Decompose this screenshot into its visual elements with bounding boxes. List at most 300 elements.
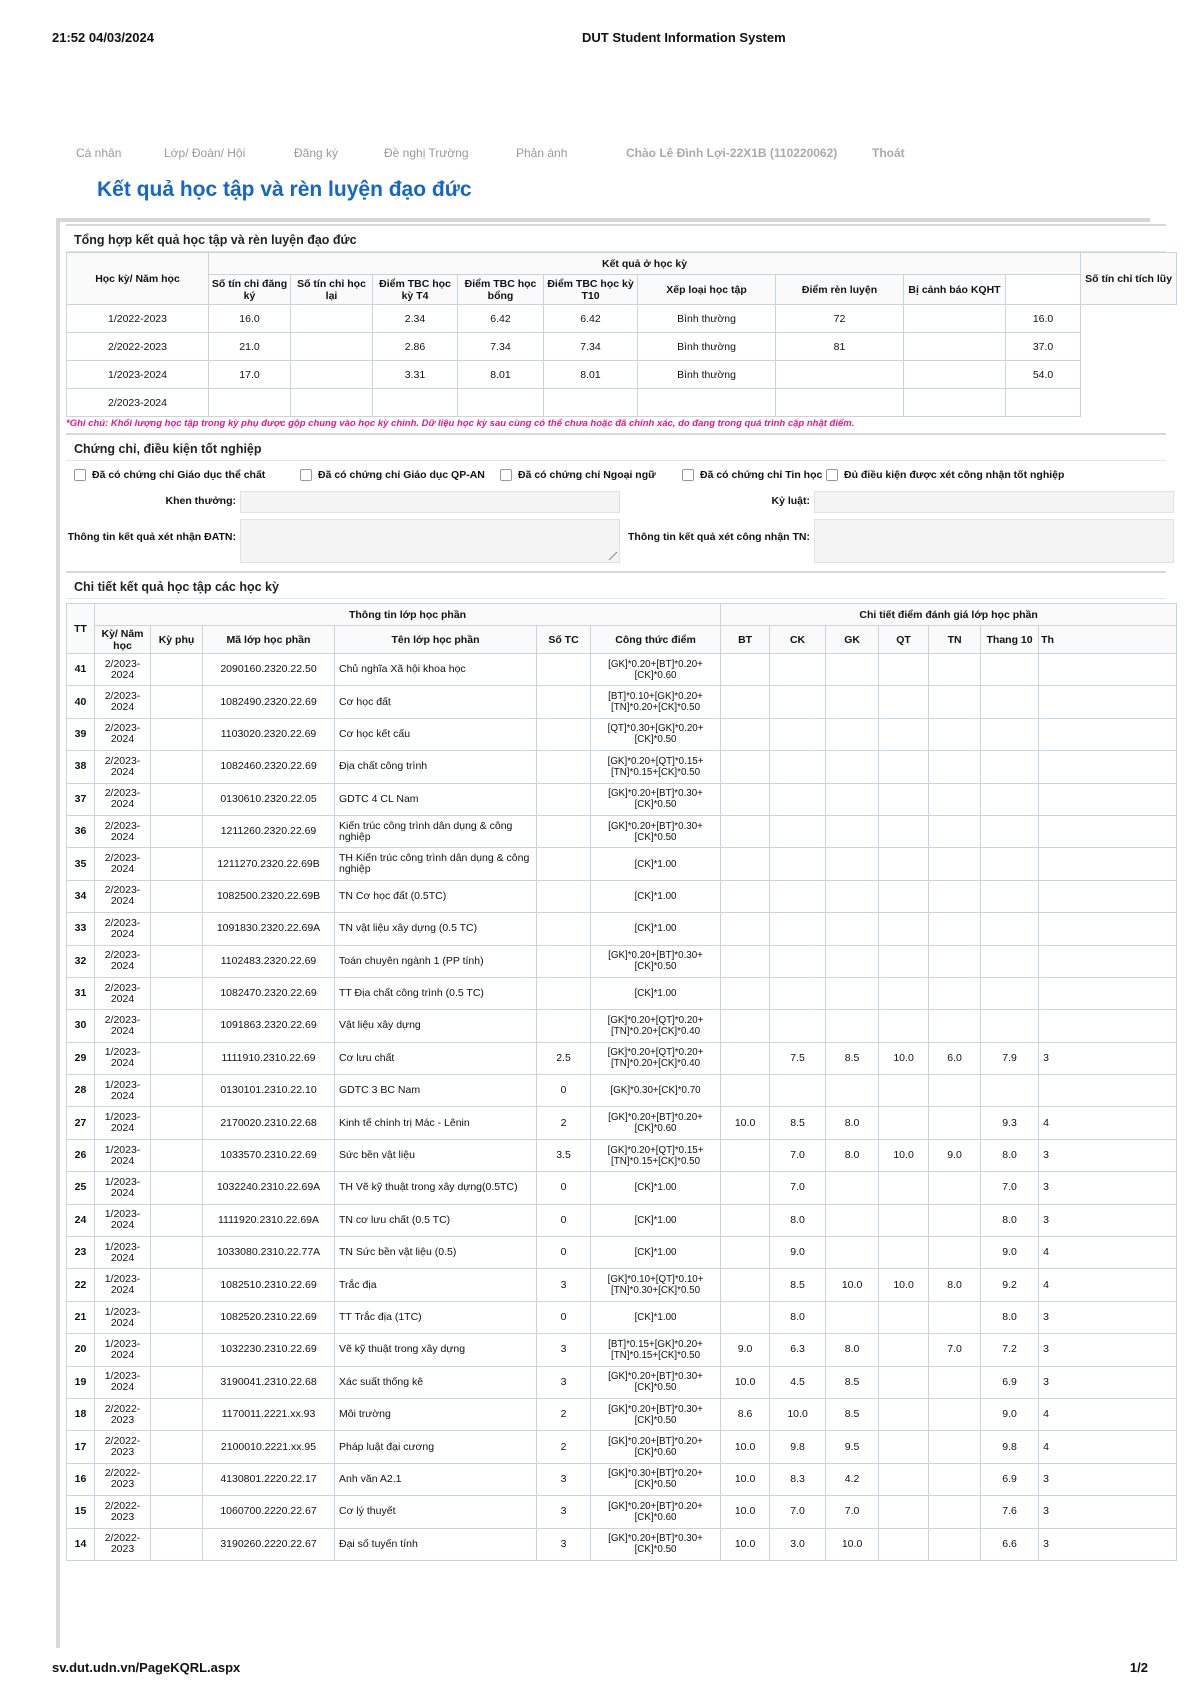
cell-formula: [GK]*0.20+[QT]*0.20+[TN]*0.20+[CK]*0.40 [591,1042,721,1074]
summary-cell-semester: 1/2022-2023 [67,305,209,333]
cell-tc: 3 [537,1463,591,1495]
summary-cell-gpa4: 2.86 [373,333,458,361]
cell-name: GDTC 3 BC Nam [335,1075,537,1107]
cell-formula: [GK]*0.20+[BT]*0.30+[CK]*0.50 [591,1528,721,1560]
cell-gk [826,848,879,880]
cell-t10 [981,686,1039,718]
cell-bt: 10.0 [721,1431,770,1463]
cell-tn [929,1107,981,1139]
cell-bt [721,1010,770,1042]
cell-name: TH Vẽ kỹ thuật trong xây dựng(0.5TC) [335,1172,537,1204]
cert-language[interactable]: Đã có chứng chỉ Ngoại ngữ [500,469,656,481]
summary-cell-conduct: 81 [776,333,904,361]
cell-ck [770,654,826,686]
cell-tc: 3 [537,1334,591,1366]
cell-tt: 34 [67,880,95,912]
cell-code: 3190260.2220.22.67 [203,1528,335,1560]
cell-gk [826,751,879,783]
cell-bt [721,1301,770,1333]
cell-tt: 22 [67,1269,95,1301]
cell-code: 1060700.2220.22.67 [203,1496,335,1528]
checkbox-icon[interactable] [74,469,86,481]
cell-formula: [GK]*0.20+[BT]*0.30+[CK]*0.50 [591,815,721,847]
col-conduct: Điểm rèn luyện [776,275,904,305]
cell-ck: 7.0 [770,1496,826,1528]
cell-formula: [CK]*1.00 [591,1301,721,1333]
cell-ck: 8.3 [770,1463,826,1495]
cert-graduation-eligible[interactable]: Đủ điều kiện được xét công nhận tốt nghiệp [826,469,1064,481]
cell-bt [721,783,770,815]
cell-th [1039,1075,1177,1107]
cell-tt: 20 [67,1334,95,1366]
cell-formula: [GK]*0.20+[QT]*0.15+[TN]*0.15+[CK]*0.50 [591,751,721,783]
cell-name: Cơ học đất [335,686,537,718]
cell-tn: 9.0 [929,1139,981,1171]
cell-tt: 41 [67,654,95,686]
nav-item-feedback[interactable]: Phản ánh [516,146,568,160]
cell-sub [151,848,203,880]
table-row [67,1107,1177,1139]
cell-tt: 28 [67,1075,95,1107]
cell-code: 0130101.2310.22.10 [203,1075,335,1107]
print-header [52,30,1148,50]
cell-tt: 31 [67,977,95,1009]
summary-cell-accum: 37.0 [1006,333,1081,361]
summary-cell-semester: 1/2023-2024 [67,361,209,389]
col-credits-accumulated: Số tín chỉ tích lũy [1081,253,1177,305]
col-ck: CK [770,626,826,654]
cell-bt: 8.6 [721,1398,770,1430]
cell-name: GDTC 4 CL Nam [335,783,537,815]
cell-t10: 9.2 [981,1269,1039,1301]
col-group-semester-result: Kết quả ở học kỳ [209,253,1081,275]
cell-sub [151,815,203,847]
summary-cell-sch: 7.34 [458,333,544,361]
checkbox-icon[interactable] [300,469,312,481]
cell-th: 4 [1039,1107,1177,1139]
summary-cell-rank: Bình thường [638,361,776,389]
cell-tc [537,815,591,847]
summary-cell-rank: Bình thường [638,333,776,361]
cell-t10: 9.3 [981,1107,1039,1139]
cell-tn [929,718,981,750]
cell-qt [879,815,929,847]
cell-sem: 2/2023-2024 [95,880,151,912]
thesis-label: Thông tin kết quả xét nhận ĐATN: [67,531,236,543]
cell-sem: 1/2023-2024 [95,1334,151,1366]
cell-bt: 9.0 [721,1334,770,1366]
table-row [67,1042,1177,1074]
summary-row [67,389,1177,417]
cell-sem: 2/2023-2024 [95,1010,151,1042]
cell-bt [721,1172,770,1204]
table-row [67,945,1177,977]
cell-t10 [981,977,1039,1009]
summary-cell-rank [638,389,776,417]
top-nav [76,146,1146,164]
cell-th: 3 [1039,1496,1177,1528]
cell-th: 4 [1039,1237,1177,1269]
cell-formula: [CK]*1.00 [591,977,721,1009]
cell-code: 1091830.2320.22.69A [203,913,335,945]
cell-gk: 7.0 [826,1496,879,1528]
col-formula: Công thức điểm [591,626,721,654]
cell-tt: 37 [67,783,95,815]
cell-ck [770,815,826,847]
cell-sub [151,1334,203,1366]
cell-name: Đại số tuyến tính [335,1528,537,1560]
cell-code: 4130801.2220.22.17 [203,1463,335,1495]
cell-tc [537,783,591,815]
cell-tc: 0 [537,1237,591,1269]
cell-sub [151,880,203,912]
nav-item-register[interactable]: Đăng ký [294,146,339,160]
cell-ck: 3.0 [770,1528,826,1560]
cell-code: 2100010.2221.xx.95 [203,1431,335,1463]
cell-tn [929,1431,981,1463]
cell-qt [879,880,929,912]
cell-sem: 2/2023-2024 [95,654,151,686]
cell-tn [929,1496,981,1528]
cell-gk [826,913,879,945]
cell-formula: [CK]*1.00 [591,880,721,912]
cell-bt: 10.0 [721,1528,770,1560]
cell-tt: 27 [67,1107,95,1139]
cell-formula: [GK]*0.30+[CK]*0.70 [591,1075,721,1107]
cell-gk: 8.0 [826,1107,879,1139]
cell-formula: [GK]*0.20+[QT]*0.15+[TN]*0.15+[CK]*0.50 [591,1139,721,1171]
col-sub-semester: Kỳ phụ [151,626,203,654]
cell-formula: [GK]*0.20+[BT]*0.30+[CK]*0.50 [591,783,721,815]
cell-tn [929,1237,981,1269]
cell-t10 [981,751,1039,783]
cell-tt: 14 [67,1528,95,1560]
cell-sem: 2/2023-2024 [95,751,151,783]
cell-name: Cơ lý thuyết [335,1496,537,1528]
cell-tc: 2.5 [537,1042,591,1074]
cell-qt [879,1496,929,1528]
cell-ck: 7.5 [770,1042,826,1074]
reward-discipline-row [66,489,1166,515]
cell-qt [879,1463,929,1495]
cell-t10 [981,1010,1039,1042]
discipline-label: Kỷ luật: [771,495,810,507]
cell-t10: 9.8 [981,1431,1039,1463]
resize-handle-icon[interactable] [609,552,617,560]
cell-gk: 8.0 [826,1334,879,1366]
checkbox-icon[interactable] [826,469,838,481]
cell-sem: 2/2022-2023 [95,1398,151,1430]
cell-sem: 2/2022-2023 [95,1528,151,1560]
cell-t10: 8.0 [981,1204,1039,1236]
cell-gk [826,1301,879,1333]
discipline-field[interactable] [814,491,1174,513]
table-row [67,1269,1177,1301]
cell-tn [929,1463,981,1495]
summary-cell-accum: 54.0 [1006,361,1081,389]
cell-tt: 33 [67,913,95,945]
col-semester: Kỳ/ Năm học [95,626,151,654]
col-scale10: Thang 10 [981,626,1039,654]
cell-t10: 6.9 [981,1463,1039,1495]
cell-sem: 2/2022-2023 [95,1496,151,1528]
cell-t10 [981,880,1039,912]
table-row [67,1301,1177,1333]
summary-cell-conduct [776,361,904,389]
cell-t10 [981,783,1039,815]
cell-code: 2090160.2320.22.50 [203,654,335,686]
cell-t10 [981,654,1039,686]
cell-sem: 1/2023-2024 [95,1366,151,1398]
cell-sub [151,1398,203,1430]
cell-tc [537,880,591,912]
cell-ck [770,977,826,1009]
cell-sub [151,913,203,945]
cell-tc: 0 [537,1204,591,1236]
col-tt: TT [67,604,95,654]
summary-cell-gpa4: 3.31 [373,361,458,389]
cell-tn [929,686,981,718]
table-row [67,751,1177,783]
thesis-field[interactable] [240,519,620,563]
cell-t10 [981,815,1039,847]
cell-name: Trắc địa [335,1269,537,1301]
cell-gk: 8.0 [826,1139,879,1171]
cell-ck [770,1010,826,1042]
cell-name: TH Kiến trúc công trình dân dụng & công nghiệp [335,848,537,880]
cell-sub [151,686,203,718]
cell-sem: 1/2023-2024 [95,1172,151,1204]
cell-t10 [981,945,1039,977]
cell-ck [770,945,826,977]
cell-sub [151,1496,203,1528]
cell-code: 1211270.2320.22.69B [203,848,335,880]
summary-cell-rank: Bình thường [638,305,776,333]
detail-table [66,603,1177,1561]
cell-tc [537,977,591,1009]
cell-bt [721,880,770,912]
col-credits-retake: Số tín chỉ học lại [291,275,373,305]
print-page-number: 1/2 [1129,1660,1148,1675]
cell-gk: 10.0 [826,1528,879,1560]
logout-link[interactable]: Thoát [872,146,905,160]
cell-code: 1211260.2320.22.69 [203,815,335,847]
cell-sub [151,1042,203,1074]
cell-t10: 6.9 [981,1366,1039,1398]
cell-qt [879,913,929,945]
cell-sub [151,1269,203,1301]
cell-th [1039,783,1177,815]
cell-qt [879,1172,929,1204]
cell-formula: [BT]*0.15+[GK]*0.20+[TN]*0.15+[CK]*0.50 [591,1334,721,1366]
cell-tc: 2 [537,1398,591,1430]
summary-cell-reg: 16.0 [209,305,291,333]
cell-formula: [CK]*1.00 [591,1204,721,1236]
cell-tn [929,1075,981,1107]
nav-item-class[interactable]: Lớp/ Đoàn/ Hội [164,146,246,160]
cell-th [1039,848,1177,880]
summary-cell-semester: 2/2023-2024 [67,389,209,417]
cell-qt [879,654,929,686]
cell-th: 3 [1039,1463,1177,1495]
cell-sem: 2/2023-2024 [95,718,151,750]
cell-gk: 8.5 [826,1366,879,1398]
cell-sub [151,1237,203,1269]
cell-qt [879,1010,929,1042]
cell-tc [537,913,591,945]
summary-note: *Ghi chú: Khối lượng học tập trong kỳ phụ được gộp chung vào học kỳ chính. Dữ liệu học kỳ sau cùng có thể chưa hoặc đã chính xác, do đang trong quá trình cập nhật điểm. [66,418,855,429]
cell-th [1039,977,1177,1009]
table-row [67,913,1177,945]
reward-field[interactable] [240,491,620,513]
cell-gk [826,1237,879,1269]
col-group-score-detail: Chi tiết điểm đánh giá lớp học phần [721,604,1177,626]
cell-name: Địa chất công trình [335,751,537,783]
table-row [67,654,1177,686]
cell-gk: 8.5 [826,1398,879,1430]
cell-tt: 29 [67,1042,95,1074]
cell-bt: 10.0 [721,1496,770,1528]
summary-cell-gpa10: 8.01 [544,361,638,389]
graduation-field[interactable] [814,519,1174,563]
col-class-code: Mã lớp học phần [203,626,335,654]
table-row [67,1463,1177,1495]
cell-bt [721,815,770,847]
cell-sub [151,654,203,686]
table-row [67,815,1177,847]
cell-gk [826,880,879,912]
cell-name: TT Địa chất công trình (0.5 TC) [335,977,537,1009]
cell-th: 3 [1039,1366,1177,1398]
cell-qt [879,783,929,815]
cell-th: 4 [1039,1398,1177,1430]
cell-sem: 1/2023-2024 [95,1075,151,1107]
cell-sem: 1/2023-2024 [95,1042,151,1074]
cell-tt: 16 [67,1463,95,1495]
cell-tn: 7.0 [929,1334,981,1366]
cert-defense[interactable]: Đã có chứng chỉ Giáo dục QP-AN [300,469,485,481]
cell-sub [151,977,203,1009]
cell-tc [537,1010,591,1042]
cell-th [1039,686,1177,718]
cell-tt: 39 [67,718,95,750]
summary-row [67,361,1177,389]
table-row [67,686,1177,718]
cell-tc [537,848,591,880]
cell-name: Chủ nghĩa Xã hội khoa học [335,654,537,686]
cell-qt [879,751,929,783]
nav-item-personal[interactable]: Cá nhân [76,146,122,160]
table-row [67,1334,1177,1366]
cell-ck [770,848,826,880]
cell-code: 1111920.2310.22.69A [203,1204,335,1236]
cell-tc [537,686,591,718]
graduation-label: Thông tin kết quả xét công nhận TN: [628,531,810,543]
cell-ck: 8.5 [770,1269,826,1301]
col-rank: Xếp loại học tập [638,275,776,305]
cell-formula: [GK]*0.20+[BT]*0.20+[CK]*0.60 [591,654,721,686]
cell-ck: 7.0 [770,1139,826,1171]
cell-th [1039,913,1177,945]
nav-item-request[interactable]: Đề nghị Trường [384,146,469,160]
cell-code: 1102483.2320.22.69 [203,945,335,977]
cell-tn [929,1172,981,1204]
cell-ck: 6.3 [770,1334,826,1366]
cell-tn [929,1301,981,1333]
cell-bt: 10.0 [721,1107,770,1139]
cell-sem: 2/2023-2024 [95,783,151,815]
cert-pe[interactable]: Đã có chứng chỉ Giáo dục thể chất [74,469,265,481]
cell-qt [879,1398,929,1430]
cert-it[interactable]: Đã có chứng chỉ Tin học [682,469,822,481]
cell-code: 1032240.2310.22.69A [203,1172,335,1204]
cell-qt: 10.0 [879,1269,929,1301]
cell-tc: 3.5 [537,1139,591,1171]
cell-qt: 10.0 [879,1042,929,1074]
table-row [67,1366,1177,1398]
cell-formula: [GK]*0.20+[QT]*0.20+[TN]*0.20+[CK]*0.40 [591,1010,721,1042]
summary-cell-accum: 16.0 [1006,305,1081,333]
table-row [67,977,1177,1009]
checkbox-icon[interactable] [682,469,694,481]
cell-th [1039,654,1177,686]
cell-th: 3 [1039,1334,1177,1366]
summary-cell-sch [458,389,544,417]
cell-code: 1111910.2310.22.69 [203,1042,335,1074]
cell-sub [151,1366,203,1398]
cell-name: TN Cơ học đất (0.5TC) [335,880,537,912]
cell-ck [770,751,826,783]
cell-tt: 25 [67,1172,95,1204]
col-tn: TN [929,626,981,654]
cell-sem: 1/2023-2024 [95,1139,151,1171]
checkbox-icon[interactable] [500,469,512,481]
cell-t10 [981,848,1039,880]
cell-t10 [981,718,1039,750]
cell-formula: [CK]*1.00 [591,848,721,880]
cell-sem: 1/2023-2024 [95,1269,151,1301]
cell-tt: 18 [67,1398,95,1430]
cell-sub [151,1431,203,1463]
cell-th: 3 [1039,1172,1177,1204]
cell-sub [151,1204,203,1236]
cell-qt [879,1366,929,1398]
cell-name: TN vật liệu xây dựng (0.5 TC) [335,913,537,945]
cell-sem: 1/2023-2024 [95,1237,151,1269]
cell-sem: 2/2023-2024 [95,913,151,945]
cell-name: Kinh tế chính trị Mác - Lênin [335,1107,537,1139]
cell-sub [151,1301,203,1333]
cell-code: 1091863.2320.22.69 [203,1010,335,1042]
cell-t10: 7.9 [981,1042,1039,1074]
cell-formula: [CK]*1.00 [591,913,721,945]
cell-tc [537,751,591,783]
cell-name: TT Trắc địa (1TC) [335,1301,537,1333]
table-row [67,1431,1177,1463]
summary-cell-warn [904,333,1006,361]
cell-sub [151,1528,203,1560]
cell-name: Anh văn A2.1 [335,1463,537,1495]
cell-th [1039,945,1177,977]
cell-bt [721,977,770,1009]
cell-th: 3 [1039,1528,1177,1560]
table-row [67,1010,1177,1042]
cell-formula: [GK]*0.20+[BT]*0.30+[CK]*0.50 [591,945,721,977]
cell-tn [929,977,981,1009]
cell-tt: 30 [67,1010,95,1042]
cell-code: 0130610.2320.22.05 [203,783,335,815]
cell-tt: 38 [67,751,95,783]
